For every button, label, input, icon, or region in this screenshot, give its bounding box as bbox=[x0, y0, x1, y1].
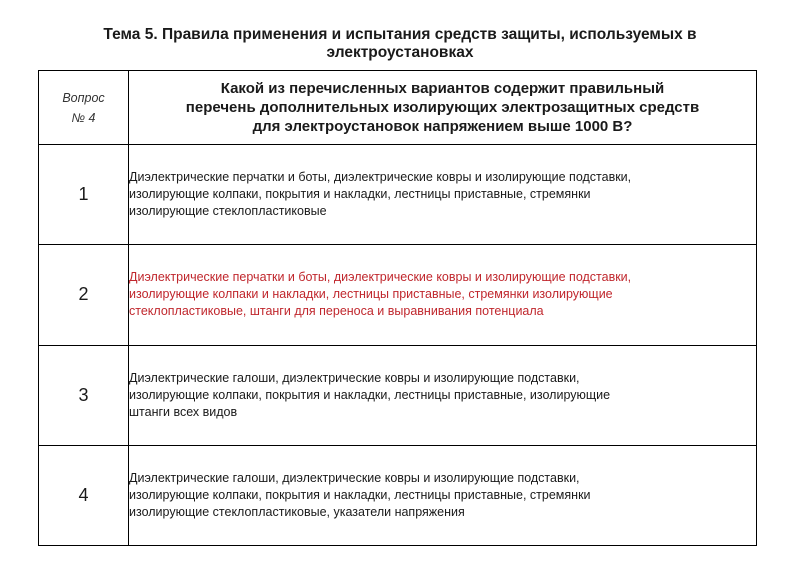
question-number-label bbox=[39, 71, 129, 145]
question-text-line-1: Какой из перечисленных вариантов содержит правильный bbox=[220, 80, 665, 98]
question-label-number: № 4 bbox=[71, 110, 96, 125]
answer-row-3 bbox=[39, 345, 757, 445]
answer-option-4[interactable] bbox=[129, 445, 757, 545]
question-table bbox=[38, 70, 757, 546]
answer-text-line: стеклопластиковые, штанги для переноса и выравнивания потенциала bbox=[129, 304, 544, 319]
slide-title-line-2: электроустановках bbox=[326, 44, 474, 61]
answer-text-line: изолирующие колпаки, покрытия и накладки, лестницы приставные, стремянки bbox=[129, 487, 591, 502]
answer-text-line: Диэлектрические перчатки и боты, диэлектрические ковры и изолирующие подставки, bbox=[129, 170, 632, 185]
answer-text-line: изолирующие колпаки, покрытия и накладки, лестницы приставные, изолирующие bbox=[129, 387, 611, 402]
slide-title-line-1: Тема 5. Правила применения и испытания средств защиты, используемых в bbox=[103, 26, 697, 43]
question-label-word: Вопрос bbox=[62, 90, 105, 105]
slide-title bbox=[40, 26, 760, 62]
answer-number: 1 bbox=[39, 145, 129, 245]
answer-text-line: изолирующие колпаки, покрытия и накладки, лестницы приставные, стремянки bbox=[129, 187, 591, 202]
answer-option-3[interactable] bbox=[129, 345, 757, 445]
question-text-line-2: перечень дополнительных изолирующих электрозащитных средств bbox=[185, 99, 700, 117]
answer-option-2-correct[interactable] bbox=[129, 245, 757, 345]
answer-text-line: Диэлектрические галоши, диэлектрические ковры и изолирующие подставки, bbox=[129, 370, 580, 385]
answer-text-line: штанги всех видов bbox=[129, 404, 238, 419]
answer-text-line: изолирующие колпаки и накладки, лестницы приставные, стремянки изолирующие bbox=[129, 287, 613, 302]
question-text bbox=[129, 71, 757, 145]
question-text-line-3: для электроустановок напряжением выше 1000 В? bbox=[252, 118, 633, 136]
answer-row-1 bbox=[39, 145, 757, 245]
answer-text-line: изолирующие стеклопластиковые bbox=[129, 204, 327, 219]
question-row bbox=[39, 71, 757, 145]
answer-text-line: Диэлектрические галоши, диэлектрические ковры и изолирующие подставки, bbox=[129, 470, 580, 485]
answer-number: 4 bbox=[39, 445, 129, 545]
answer-row-2 bbox=[39, 245, 757, 345]
answer-row-4 bbox=[39, 445, 757, 545]
answer-text-line: Диэлектрические перчатки и боты, диэлектрические ковры и изолирующие подставки, bbox=[129, 270, 632, 285]
answer-text-line: изолирующие стеклопластиковые, указатели напряжения bbox=[129, 504, 465, 519]
answer-number: 2 bbox=[39, 245, 129, 345]
answer-number: 3 bbox=[39, 345, 129, 445]
answer-option-1[interactable] bbox=[129, 145, 757, 245]
